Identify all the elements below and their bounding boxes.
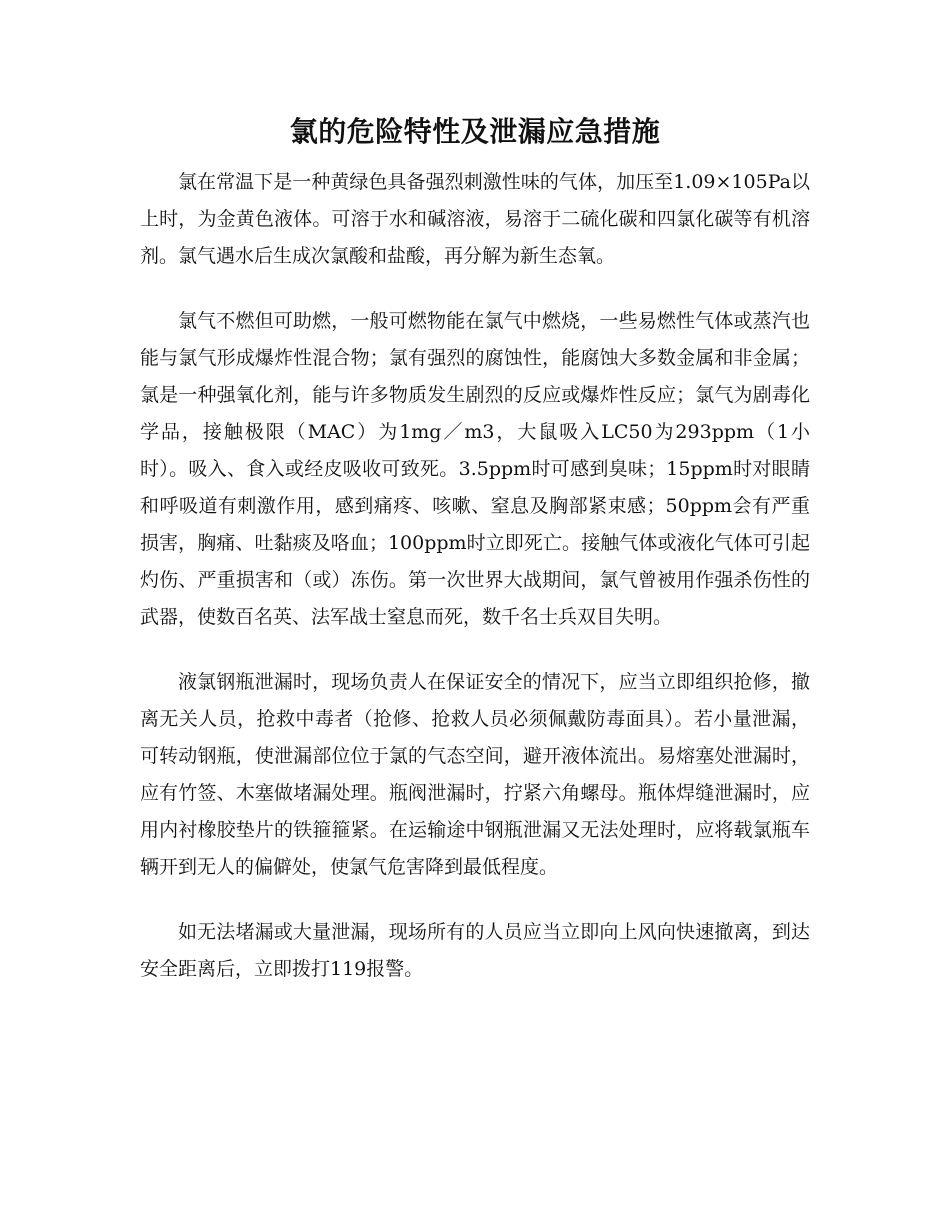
paragraph-cylinder-leak: 液氯钢瓶泄漏时，现场负责人在保证安全的情况下，应当立即组织抢修，撤离无关人员，抢救中毒者（抢修、抢救人员必须佩戴防毒面具）。若小量泄漏，可转动钢瓶，使泄漏部位位于氯的气态空间，避开液体流出。易熔塞处泄漏时，应有竹签、木塞做堵漏处理。瓶阀泄漏时，拧紧六角螺母。瓶体焊缝泄漏时，应用内衬橡胶垫片的铁箍箍紧。在运输途中钢瓶泄漏又无法处理时，应将载氯瓶车辆开到无人的偏僻处，使氯气危害降到最低程度。: [140, 671, 810, 878]
document-title: 氯的危险特性及泄漏应急措施: [289, 115, 661, 148]
paragraph-evacuation: 如无法堵漏或大量泄漏，现场所有的人员应当立即向上风向快速撤离，到达安全距离后，立即拨打119报警。: [140, 921, 810, 980]
paragraph-hazards: 氯气不燃但可助燃，一般可燃物能在氯气中燃烧，一些易燃性气体或蒸汽也能与氯气形成爆炸性混合物；氯有强烈的腐蚀性，能腐蚀大多数金属和非金属；氯是一种强氧化剂，能与许多物质发生剧烈的反应或爆炸性反应；氯气为剧毒化学品，接触极限（MAC）为1mg／m3，大鼠吸入LC50为293ppm（1小时）。吸入、食入或经皮吸收可致死。3.5ppm时可感到臭味；15ppm时对眼睛和呼吸道有刺激作用，感到痛疼、咳嗽、窒息及胸部紧束感；50ppm会有严重损害，胸痛、吐黏痰及咯血；100ppm时立即死亡。接触气体或液化气体可引起灼伤、严重损害和（或）冻伤。第一次世界大战期间，氯气曾被用作强杀伤性的武器，使数百名英、法军战士窒息而死，数千名士兵双目失明。: [140, 310, 810, 628]
document-page: [140, 112, 810, 1016]
paragraph-properties: 氯在常温下是一种黄绿色具备强烈刺激性味的气体，加压至1.09×105Pa以上时，为金黄色液体。可溶于水和碱溶液，易溶于二硫化碳和四氯化碳等有机溶剂。氯气遇水后生成次氯酸和盐酸，再分解为新生态氧。: [140, 171, 810, 267]
